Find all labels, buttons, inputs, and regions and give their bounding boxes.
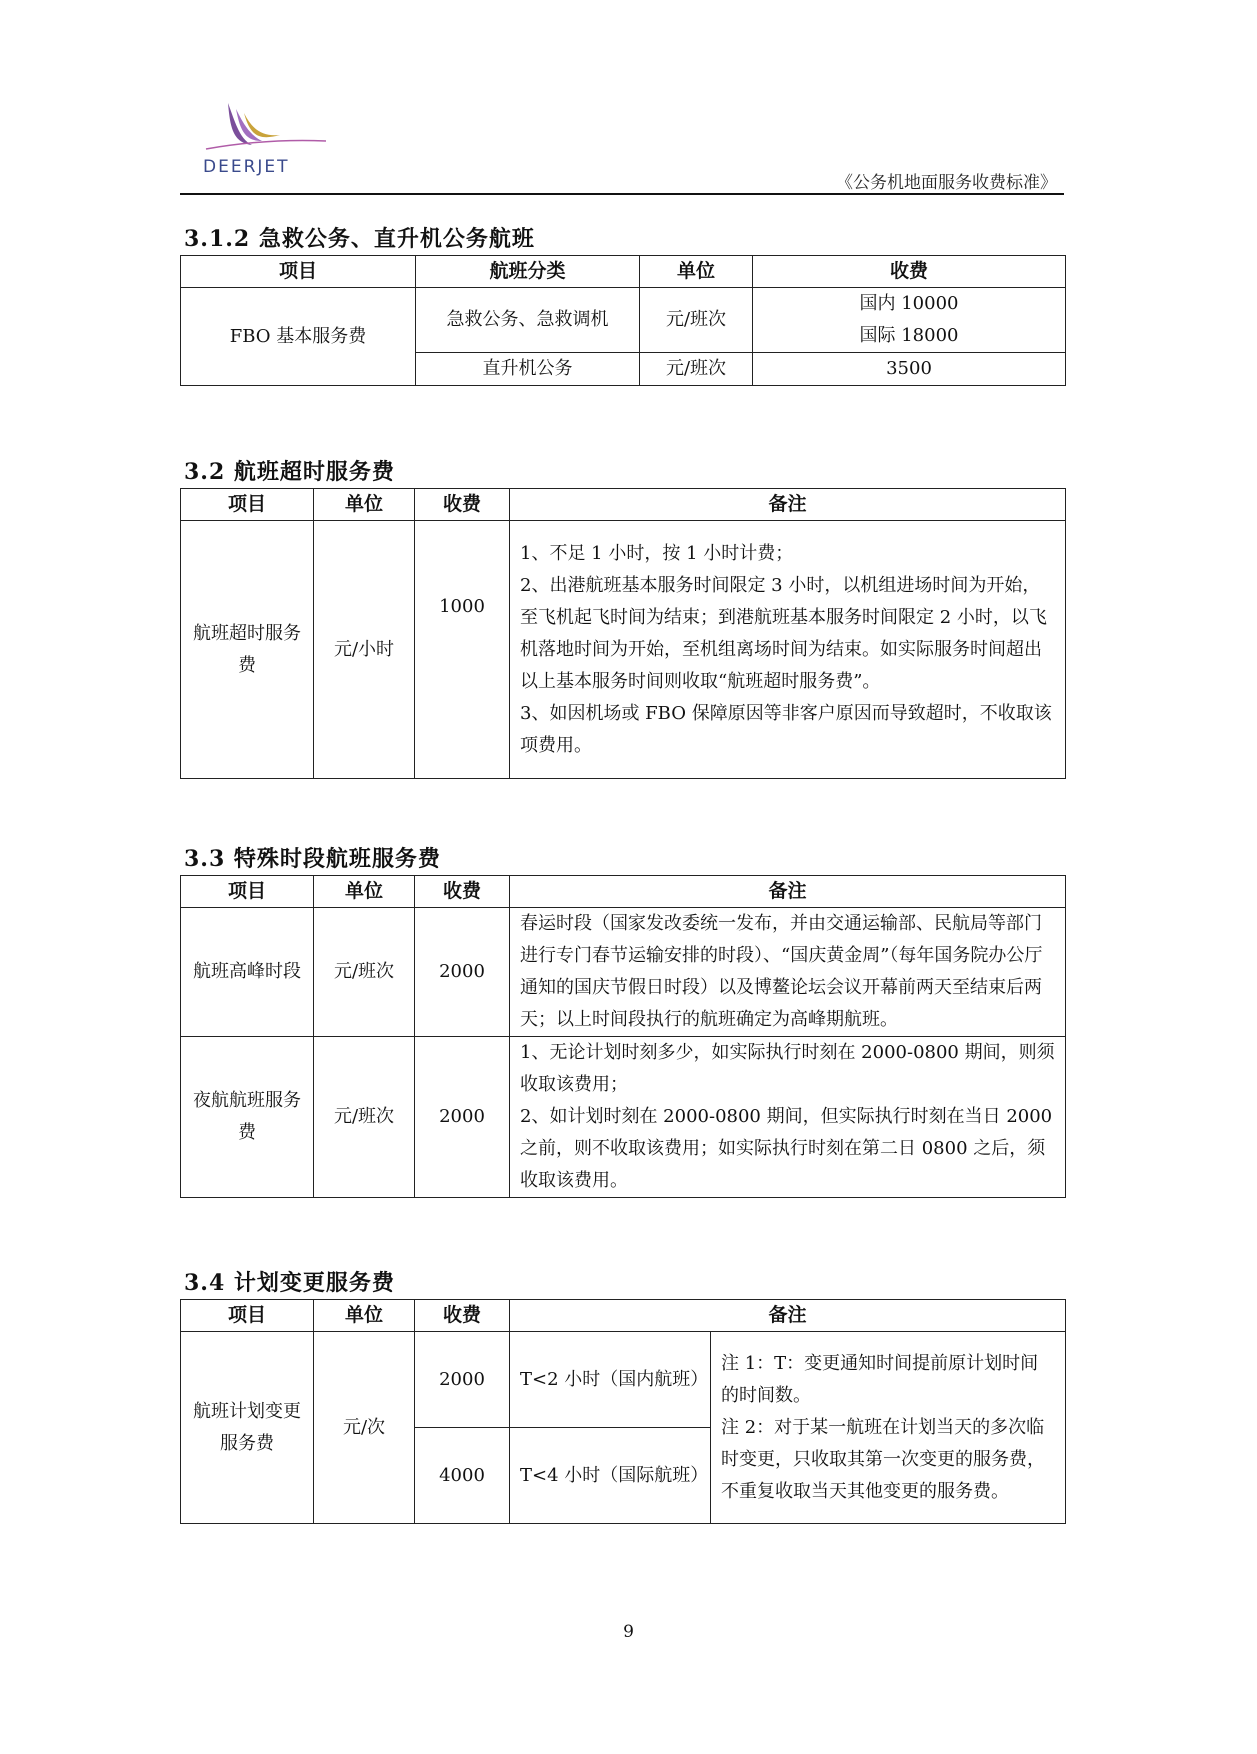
header-cell: 项目 [181, 489, 314, 521]
fee-cell: 2000 [415, 908, 510, 1037]
unit-cell: 元/小时 [314, 521, 415, 779]
fee-cell: 2000 [415, 1037, 510, 1198]
note-cell [510, 1037, 1066, 1198]
table-row [181, 1332, 1066, 1428]
header-cell: 项目 [181, 1300, 314, 1332]
header-divider [180, 193, 1064, 195]
item-cell: 航班计划变更服务费 [181, 1332, 314, 1524]
fee-cell: 4000 [415, 1428, 510, 1524]
section-title: 3.2 航班超时服务费 [184, 459, 395, 485]
header-cell: 收费 [415, 1300, 510, 1332]
header-cell: 收费 [415, 489, 510, 521]
condition-cell: T<2 小时（国内航班） [510, 1332, 711, 1428]
header-cell: 收费 [415, 876, 510, 908]
fee-table [180, 875, 1066, 1198]
fee-cell [753, 288, 1066, 353]
note-cell [711, 1332, 1066, 1524]
header-cell: 收费 [753, 256, 1066, 288]
note-line: 注 2：对于某一航班在计划当天的多次临时变更，只收取其第一次变更的服务费，不重复收取当天其他变更的服务费。 [721, 1416, 1045, 1502]
fee-table [180, 488, 1066, 779]
item-cell: FBO 基本服务费 [181, 288, 416, 386]
logo-wordmark: DEERJET [203, 157, 290, 177]
fee-cell: 2000 [415, 1332, 510, 1428]
fee-table [180, 1299, 1066, 1524]
note-cell [510, 521, 1066, 779]
page-number: 9 [623, 1622, 634, 1642]
section-3-3 [180, 842, 1066, 1198]
note-line: 春运时段（国家发改委统一发布，并由交通运输部、民航局等部门进行专门春节运输安排的时段）、“国庆黄金周”（每年国务院办公厅通知的国庆节假日时段）以及博鳌论坛会议开幕前两天至结束后两天；以上时间段执行的航班确定为高峰期航班。 [520, 913, 1043, 1030]
item-cell: 航班高峰时段 [181, 908, 314, 1037]
table-row [181, 521, 1066, 779]
header-cell: 单位 [314, 876, 415, 908]
fee-international: 国际 18000 [859, 325, 959, 346]
unit-cell: 元/班次 [314, 1037, 415, 1198]
unit-cell: 元/班次 [314, 908, 415, 1037]
section-3-4 [180, 1266, 1066, 1524]
header-cell: 备注 [510, 876, 1066, 908]
note-line: 2、出港航班基本服务时间限定 3 小时，以机组进场时间为开始，至飞机起飞时间为结束；到港航班基本服务时间限定 2 小时，以飞机落地时间为开始，至机组离场时间为结束。如实际服务时间超出以上基本服务时间则收取“航班超时服务费”。 [520, 574, 1047, 692]
unit-cell: 元/次 [314, 1332, 415, 1524]
section-title: 3.1.2 急救公务、直升机公务航班 [184, 226, 535, 252]
table-row [181, 288, 1066, 353]
header-cell: 单位 [640, 256, 753, 288]
document-title: 《公务机地面服务收费标准》 [836, 173, 1057, 193]
unit-cell: 元/班次 [640, 353, 753, 386]
header-cell: 备注 [510, 1300, 1066, 1332]
fee-table [180, 255, 1066, 386]
condition-cell: T<4 小时（国际航班） [510, 1428, 711, 1524]
fee-cell: 1000 [415, 521, 510, 779]
header-cell: 项目 [181, 876, 314, 908]
section-3-1-2 [180, 222, 1066, 386]
note-line: 3、如因机场或 FBO 保障原因等非客户原因而导致超时，不收取该项费用。 [520, 702, 1052, 756]
header-cell: 单位 [314, 489, 415, 521]
item-cell: 航班超时服务费 [181, 521, 314, 779]
section-3-2 [180, 455, 1066, 779]
header-cell: 项目 [181, 256, 416, 288]
category-cell: 直升机公务 [416, 353, 640, 386]
header-cell: 单位 [314, 1300, 415, 1332]
fee-cell: 3500 [753, 353, 1066, 386]
unit-cell: 元/班次 [640, 288, 753, 353]
table-row [181, 1037, 1066, 1198]
fee-domestic: 国内 10000 [859, 293, 959, 314]
note-line: 1、不足 1 小时，按 1 小时计费； [520, 542, 794, 564]
section-title: 3.3 特殊时段航班服务费 [184, 846, 441, 872]
note-cell [510, 908, 1066, 1037]
item-cell: 夜航航班服务费 [181, 1037, 314, 1198]
note-line: 2、如计划时刻在 2000-0800 期间，但实际执行时刻在当日 2000 之前，则不收取该费用；如实际执行时刻在第二日 0800 之后，须收取该费用。 [520, 1106, 1053, 1191]
category-cell: 急救公务、急救调机 [416, 288, 640, 353]
table-row [181, 908, 1066, 1037]
note-line: 1、无论计划时刻多少，如实际执行时刻在 2000-0800 期间，则须收取该费用； [520, 1042, 1055, 1095]
note-line: 注 1：T：变更通知时间提前原计划时间的时间数。 [721, 1352, 1039, 1406]
header-cell: 航班分类 [416, 256, 640, 288]
header-cell: 备注 [510, 489, 1066, 521]
section-title: 3.4 计划变更服务费 [184, 1270, 395, 1296]
